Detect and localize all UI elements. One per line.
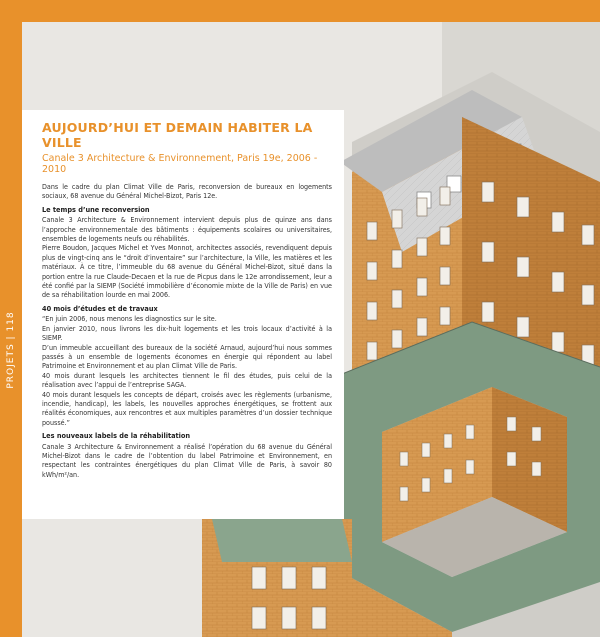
article-intro: Dans le cadre du plan Climat Ville de Paris, reconversion de bureaux en logements sociaux, 68 avenue du Général Michel-Bizot, Paris 12e. xyxy=(42,182,332,201)
paragraph: En janvier 2010, nous livrons les dix-huit logements et les trois locaux d’activité à la SIEMP. xyxy=(42,323,332,343)
article-body xyxy=(42,182,332,479)
section-heading: Les nouveaux labels de la réhabilitation xyxy=(42,431,191,441)
paragraph: Pierre Boudon, Jacques Michel et Yves Monnot, architectes associés, revendiquent depuis plus de vingt-cinq ans le “droit d’inventaire” sur l’architecture, la Ville, les matières et les matériaux. À ce titre, l’immeuble du 68 avenue du Général Michel-Bizot, situé dans la portion entre la rue Claude-Decaen et la rue de Picpus dans le 12e arrondissement, leur a été confié par la SIEMP (Société immobilière d’économie mixte de la Ville de Paris) en vue de sa réhabilitation lourde en mai 2006. xyxy=(42,243,332,300)
article-panel xyxy=(22,110,344,519)
paragraph: Canale 3 Architecture & Environnement a réalisé l’opération du 68 avenue du Général Michel-Bizot dans le cadre de l’obtention du label Patrimoine et Environnement, en respectant les contraintes énergétiques du plan Climat Ville de Paris, à savoir 80 kWh/m²/an. xyxy=(42,441,332,479)
paragraph: Canale 3 Architecture & Environnement intervient depuis plus de quinze ans dans l’approche environnementale des bâtiments : équipements scolaires ou universitaires, ensembles de logements neufs ou réhabilités. xyxy=(42,215,332,244)
page-side-label xyxy=(0,305,22,395)
paragraph: 40 mois durant lesquels les concepts de départ, croisés avec les règlements (urbanisme, incendie, handicap), les labels, les nouvelles approches énergétiques, se frottent aux réalités économiques, aux rencontres et aux multiples paramètres d’un dossier technique poussé.” xyxy=(42,389,332,427)
section-heading: 40 mois d’études et de travaux xyxy=(42,303,158,313)
paragraph: “En juin 2006, nous menons les diagnostics sur le site. xyxy=(42,314,217,324)
section-heading: Le temps d’une reconversion xyxy=(42,204,150,214)
top-orange-band xyxy=(0,0,600,22)
paragraph: 40 mois durant lesquels les architectes tiennent le fil des études, puis celui de la réalisation avec l’appui de l’entreprise SAGA. xyxy=(42,370,332,390)
side-label-text: PROJETS | 118 xyxy=(6,311,16,389)
article-title: AUJOURD’HUI ET DEMAIN HABITER LA VILLE xyxy=(42,120,313,150)
article-subtitle: Canale 3 Architecture & Environnement, Paris 19e, 2006 - 2010 xyxy=(42,153,318,175)
paragraph: D’un immeuble accueillant des bureaux de la société Arnaud, aujourd’hui nous sommes passés à un ensemble de logements économes en énergie qui répondent au label Patrimoine et Environnement et au plan Climat Ville de Paris. xyxy=(42,342,332,371)
